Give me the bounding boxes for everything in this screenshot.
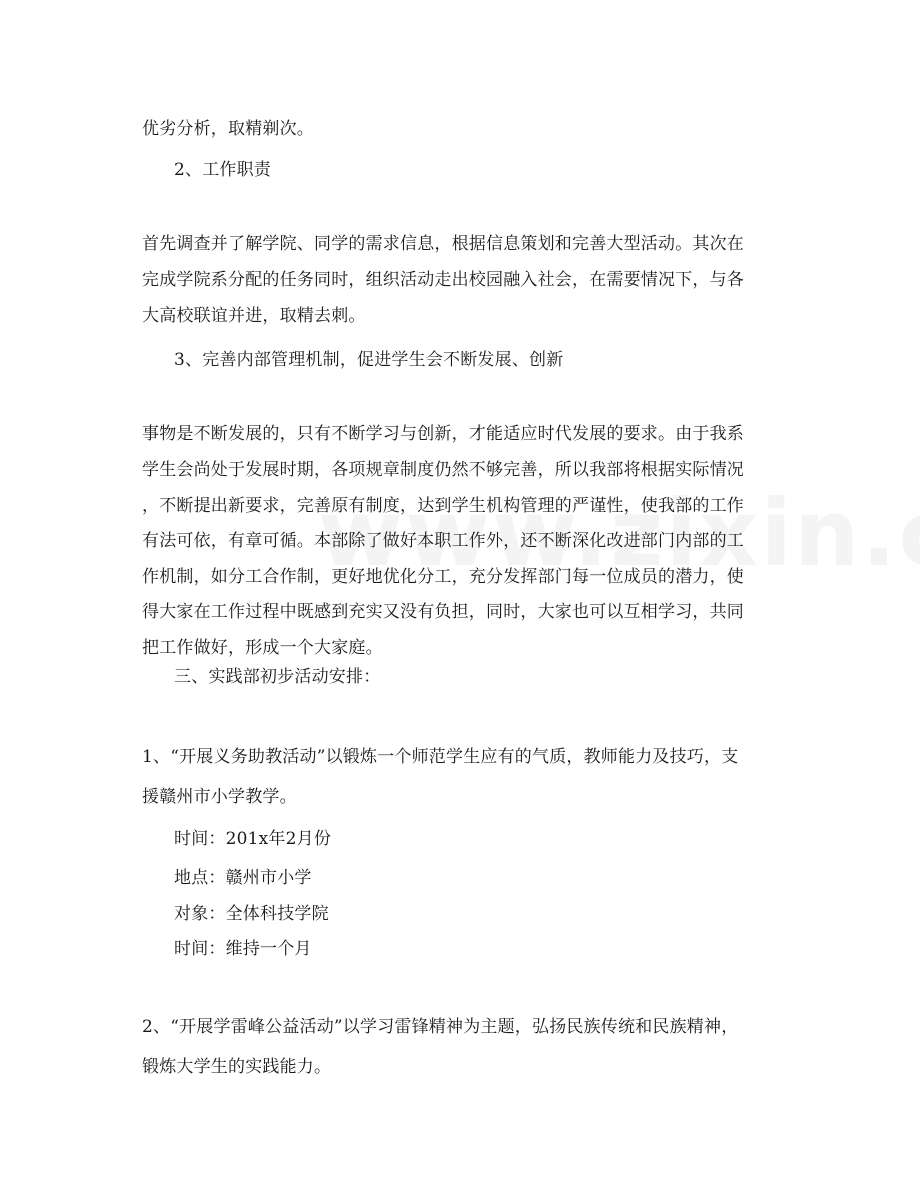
text-line: 优劣分析，取精剃次。 xyxy=(142,119,314,139)
detail-line: 对象：全体科技学院 xyxy=(174,904,329,924)
text-line: 2、“开展学雷峰公益活动”以学习雷锋精神为主题，弘扬民族传统和民族精神， xyxy=(142,1017,739,1037)
text-line: 援赣州市小学教学。 xyxy=(142,787,297,807)
text-line: 事物是不断发展的，只有不断学习与创新，才能适应时代发展的要求。由于我系 xyxy=(142,424,744,444)
text-line: 得大家在工作过程中既感到充实又没有负担，同时，大家也可以互相学习，共同 xyxy=(142,602,744,622)
text-line: 作机制，如分工合作制，更好地优化分工，充分发挥部门每一位成员的潜力，使 xyxy=(142,567,744,587)
text-line: 有法可依，有章可循。本部除了做好本职工作外，还不断深化改进部门内部的工 xyxy=(142,531,744,551)
text-line: ，不断提出新要求，完善原有制度，达到学生机构管理的严谨性，使我部的工作 xyxy=(142,496,744,516)
text-line: 锻炼大学生的实践能力。 xyxy=(142,1057,332,1077)
text-line: 首先调查并了解学院、同学的需求信息，根据信息策划和完善大型活动。其次在 xyxy=(142,234,744,254)
detail-line: 时间：201x年2月份 xyxy=(174,829,332,849)
section-heading: 三、实践部初步活动安排： xyxy=(174,667,381,687)
section-heading: 2、工作职责 xyxy=(174,160,272,180)
text-line: 1、“开展义务助教活动”以锻炼一个师范学生应有的气质，教师能力及技巧，支 xyxy=(142,747,739,767)
text-line: 大高校联谊并进，取精去刺。 xyxy=(142,306,366,326)
text-line: 完成学院系分配的任务同时，组织活动走出校园融入社会，在需要情况下，与各 xyxy=(142,270,744,290)
text-line: 把工作做好，形成一个大家庭。 xyxy=(142,638,383,658)
detail-line: 地点：赣州市小学 xyxy=(174,868,312,888)
text-line: 学生会尚处于发展时期，各项规章制度仍然不够完善，所以我部将根据实际情况 xyxy=(142,460,744,480)
detail-line: 时间：维持一个月 xyxy=(174,939,312,959)
section-heading: 3、完善内部管理机制，促进学生会不断发展、创新 xyxy=(174,350,564,370)
